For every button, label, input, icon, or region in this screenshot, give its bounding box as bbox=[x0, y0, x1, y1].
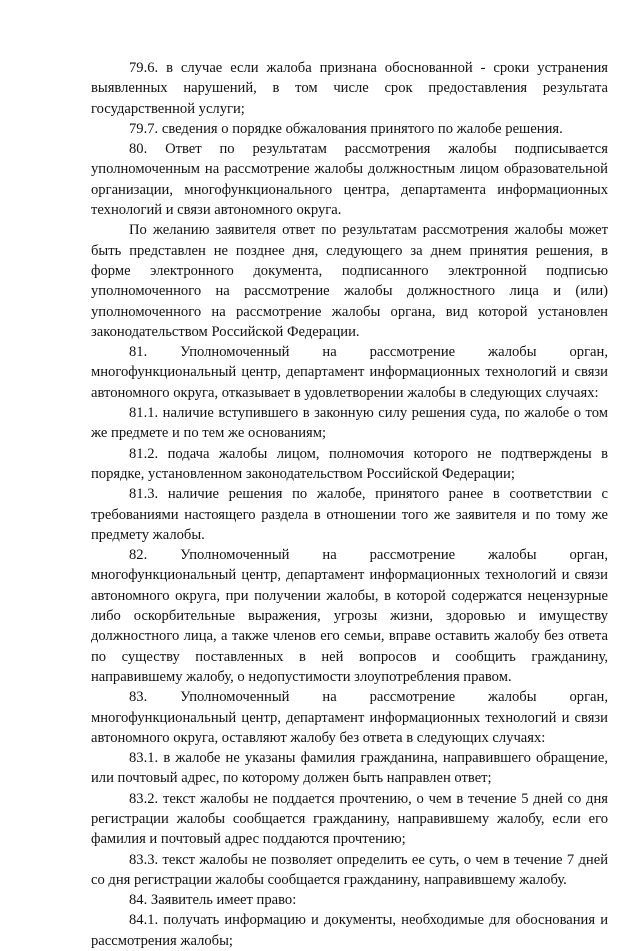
paragraph-83-2: 83.2. текст жалобы не поддается прочтению, о чем в течение 5 дней со дня регистрации жалобы сообщается гражданину, направившему жалобу, если его фамилия и почтовый адрес поддаются прочтению; bbox=[91, 790, 608, 848]
paragraph-81-2: 81.2. подача жалобы лицом, полномочия которого не подтверждены в порядке, установленном законодательством Российской Федерации; bbox=[91, 445, 608, 482]
paragraph-84: 84. Заявитель имеет право: bbox=[129, 892, 297, 909]
paragraph-83-3: 83.3. текст жалобы не позволяет определить ее суть, о чем в течение 7 дней со дня регистрации жалобы сообщается гражданину, направившему жалобу. bbox=[91, 851, 608, 888]
paragraph-79-6: 79.6. в случае если жалоба признана обоснованной - сроки устранения выявленных нарушений, в том числе срок предоставления результата государственной услуги; bbox=[91, 60, 608, 117]
paragraph-84-1: 84.1. получать информацию и документы, необходимые для обоснования и рассмотрения жалобы; bbox=[91, 912, 608, 949]
paragraph-80-electronic-response: По желанию заявителя ответ по результатам рассмотрения жалобы может быть представлен не позднее дня, следующего за днем принятия решения, в форме электронного документа, подписанного электронной подписью уполномоченного на рассмотрение жалобы должностного лица и (или) уполномоченного на рассмотрение жалобы органа, вид которой установлен законодательством Российской Федерации. bbox=[91, 222, 608, 340]
paragraph-81: 81. Уполномоченный на рассмотрение жалобы орган, многофункциональный центр, департамент информационных технологий и связи автономного округа, отказывает в удовлетворении жалобы в следующих случаях: bbox=[91, 344, 608, 401]
paragraph-83: 83. Уполномоченный на рассмотрение жалобы орган, многофункциональный центр, департамент информационных технологий и связи автономного округа, оставляют жалобу без ответа в следующих случаях: bbox=[91, 689, 608, 746]
paragraph-81-1: 81.1. наличие вступившего в законную силу решения суда, по жалобе о том же предмете и по тем же основаниям; bbox=[91, 405, 608, 442]
paragraph-82: 82. Уполномоченный на рассмотрение жалобы орган, многофункциональный центр, департамент информационных технологий и связи автономного округа, при получении жалобы, в которой содержатся нецензурные либо оскорбительные выражения, угрозы жизни, здоровью и имуществу должностного лица, а также членов его семьи, вправе оставить жалобу без ответа по существу поставленных в ней вопросов и сообщить гражданину, направившему жалобу, о недопустимости злоупотребления правом. bbox=[91, 547, 608, 685]
paragraph-81-3: 81.3. наличие решения по жалобе, принятого ранее в соответствии с требованиями настоящего раздела в отношении того же заявителя и по тому же предмету жалобы. bbox=[91, 486, 608, 543]
paragraph-79-7: 79.7. сведения о порядке обжалования принятого по жалобе решения. bbox=[129, 120, 563, 137]
paragraph-83-1: 83.1. в жалобе не указаны фамилия гражданина, направившего обращение, или почтовый адрес, по которому должен быть направлен ответ; bbox=[91, 750, 608, 787]
paragraph-80: 80. Ответ по результатам рассмотрения жалобы подписывается уполномоченным на рассмотрение жалобы должностным лицом образовательной организации, многофункционального центра, департамента информационных технологий и связи автономного округа. bbox=[91, 141, 608, 219]
